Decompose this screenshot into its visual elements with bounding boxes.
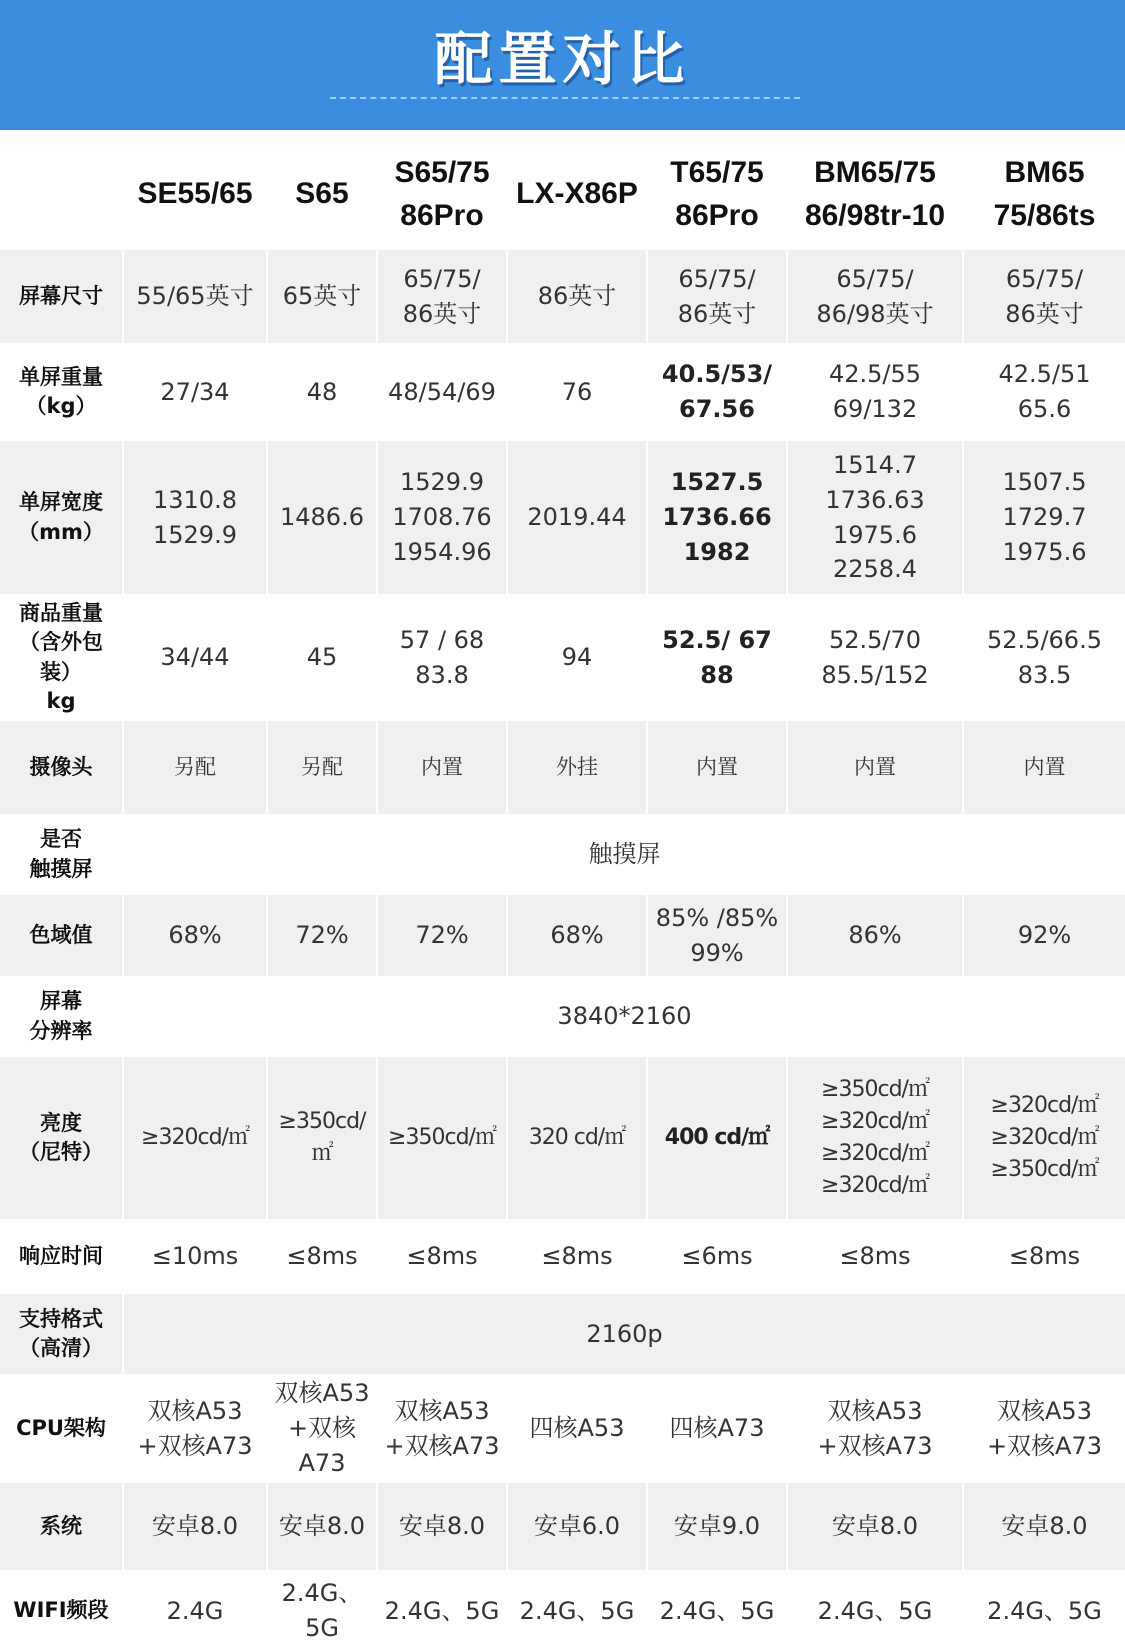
column-header: SE55/65 bbox=[123, 138, 267, 250]
value-cell: 双核A53 +双核A73 bbox=[377, 1374, 507, 1482]
value-cell: 76 bbox=[507, 343, 647, 441]
value-cell: 72% bbox=[267, 895, 377, 976]
value-cell: 320 cd/㎡ bbox=[507, 1057, 647, 1219]
value-cell: 2.4G、5G bbox=[963, 1570, 1125, 1652]
value-cell: ≤8ms bbox=[787, 1219, 963, 1294]
table-row bbox=[0, 976, 1125, 1057]
value-cell: 内置 bbox=[963, 721, 1125, 814]
value-cell: 2.4G、5G bbox=[507, 1570, 647, 1652]
table-row bbox=[0, 1057, 1125, 1219]
row-label: 商品重量 （含外包装） kg bbox=[0, 594, 123, 721]
value-cell: ≥350cd/㎡ bbox=[377, 1057, 507, 1219]
value-cell: 1486.6 bbox=[267, 441, 377, 595]
row-label: 屏幕尺寸 bbox=[0, 250, 123, 343]
value-cell: 安卓8.0 bbox=[787, 1483, 963, 1570]
value-cell: 四核A73 bbox=[647, 1374, 787, 1482]
value-cell: 42.5/51 65.6 bbox=[963, 343, 1125, 441]
table-row bbox=[0, 441, 1125, 595]
row-label: WIFI频段 bbox=[0, 1570, 123, 1652]
row-label: 屏幕 分辨率 bbox=[0, 976, 123, 1057]
column-header: S65/75 86Pro bbox=[377, 138, 507, 250]
value-cell: 85% /85% 99% bbox=[647, 895, 787, 976]
row-label: 响应时间 bbox=[0, 1219, 123, 1294]
value-cell: 安卓6.0 bbox=[507, 1483, 647, 1570]
table-row bbox=[0, 1483, 1125, 1570]
row-label: 色域值 bbox=[0, 895, 123, 976]
table-row bbox=[0, 1294, 1125, 1375]
value-cell: 2019.44 bbox=[507, 441, 647, 595]
value-cell: 安卓8.0 bbox=[963, 1483, 1125, 1570]
value-cell: 92% bbox=[963, 895, 1125, 976]
value-cell: ≥320cd/㎡ ≥320cd/㎡ ≥350cd/㎡ bbox=[963, 1057, 1125, 1219]
value-cell: ≥350cd/㎡ bbox=[267, 1057, 377, 1219]
value-cell: 2.4G、5G bbox=[787, 1570, 963, 1652]
row-label: 亮度 （尼特） bbox=[0, 1057, 123, 1219]
value-cell: 57 / 68 83.8 bbox=[377, 594, 507, 721]
table-body bbox=[0, 250, 1125, 1652]
header-row bbox=[0, 138, 1125, 250]
spanning-value-cell: 触摸屏 bbox=[123, 814, 1125, 895]
row-label: 单屏宽度 （mm） bbox=[0, 441, 123, 595]
value-cell: 48/54/69 bbox=[377, 343, 507, 441]
value-cell: 68% bbox=[507, 895, 647, 976]
value-cell: 2.4G、5G bbox=[647, 1570, 787, 1652]
value-cell: 48 bbox=[267, 343, 377, 441]
table-row bbox=[0, 1570, 1125, 1652]
value-cell: 27/34 bbox=[123, 343, 267, 441]
value-cell: 另配 bbox=[123, 721, 267, 814]
table-row bbox=[0, 895, 1125, 976]
value-cell: 42.5/55 69/132 bbox=[787, 343, 963, 441]
value-cell: 86% bbox=[787, 895, 963, 976]
value-cell: 内置 bbox=[377, 721, 507, 814]
value-cell: 65英寸 bbox=[267, 250, 377, 343]
table-row bbox=[0, 250, 1125, 343]
value-cell: ≤8ms bbox=[507, 1219, 647, 1294]
value-cell: 52.5/70 85.5/152 bbox=[787, 594, 963, 721]
value-cell: 1527.5 1736.66 1982 bbox=[647, 441, 787, 595]
spanning-value-cell: 2160p bbox=[123, 1294, 1125, 1375]
value-cell: 双核A53 +双核A73 bbox=[787, 1374, 963, 1482]
value-cell: ≥350cd/㎡ ≥320cd/㎡ ≥320cd/㎡ ≥320cd/㎡ bbox=[787, 1057, 963, 1219]
table-row bbox=[0, 814, 1125, 895]
column-header: BM65 75/86ts bbox=[963, 138, 1125, 250]
value-cell: 65/75/ 86英寸 bbox=[377, 250, 507, 343]
value-cell: ≤8ms bbox=[963, 1219, 1125, 1294]
row-label: 摄像头 bbox=[0, 721, 123, 814]
value-cell: ≥320cd/㎡ bbox=[123, 1057, 267, 1219]
table-row bbox=[0, 1374, 1125, 1482]
row-label: 单屏重量 （kg） bbox=[0, 343, 123, 441]
value-cell: 安卓8.0 bbox=[123, 1483, 267, 1570]
value-cell: 40.5/53/ 67.56 bbox=[647, 343, 787, 441]
value-cell: 400 cd/㎡ bbox=[647, 1057, 787, 1219]
value-cell: 安卓8.0 bbox=[377, 1483, 507, 1570]
value-cell: 86英寸 bbox=[507, 250, 647, 343]
table-row bbox=[0, 721, 1125, 814]
value-cell: 另配 bbox=[267, 721, 377, 814]
value-cell: 2.4G、5G bbox=[377, 1570, 507, 1652]
value-cell: 52.5/66.5 83.5 bbox=[963, 594, 1125, 721]
value-cell: 72% bbox=[377, 895, 507, 976]
value-cell: 1514.7 1736.63 1975.6 2258.4 bbox=[787, 441, 963, 595]
value-cell: ≤10ms bbox=[123, 1219, 267, 1294]
column-header: T65/75 86Pro bbox=[647, 138, 787, 250]
row-label: CPU架构 bbox=[0, 1374, 123, 1482]
column-header: BM65/75 86/98tr-10 bbox=[787, 138, 963, 250]
spanning-value-cell: 3840*2160 bbox=[123, 976, 1125, 1057]
value-cell: 45 bbox=[267, 594, 377, 721]
table-row bbox=[0, 343, 1125, 441]
value-cell: 内置 bbox=[787, 721, 963, 814]
value-cell: 安卓9.0 bbox=[647, 1483, 787, 1570]
page-title: 配置对比 bbox=[434, 25, 691, 93]
value-cell: 安卓8.0 bbox=[267, 1483, 377, 1570]
header-corner bbox=[0, 138, 123, 250]
title-banner bbox=[0, 0, 1125, 130]
value-cell: 68% bbox=[123, 895, 267, 976]
value-cell: 65/75/ 86/98英寸 bbox=[787, 250, 963, 343]
value-cell: 双核A53 +双核A73 bbox=[963, 1374, 1125, 1482]
value-cell: 1507.5 1729.7 1975.6 bbox=[963, 441, 1125, 595]
value-cell: 内置 bbox=[647, 721, 787, 814]
value-cell: 34/44 bbox=[123, 594, 267, 721]
value-cell: 1529.9 1708.76 1954.96 bbox=[377, 441, 507, 595]
spec-comparison-table bbox=[0, 138, 1125, 1652]
value-cell: 外挂 bbox=[507, 721, 647, 814]
value-cell: 2.4G bbox=[123, 1570, 267, 1652]
table-row bbox=[0, 594, 1125, 721]
row-label: 是否 触摸屏 bbox=[0, 814, 123, 895]
value-cell: ≤6ms bbox=[647, 1219, 787, 1294]
value-cell: 55/65英寸 bbox=[123, 250, 267, 343]
value-cell: 94 bbox=[507, 594, 647, 721]
value-cell: 65/75/ 86英寸 bbox=[647, 250, 787, 343]
value-cell: ≤8ms bbox=[267, 1219, 377, 1294]
value-cell: 2.4G、5G bbox=[267, 1570, 377, 1652]
column-header: LX-X86P bbox=[507, 138, 647, 250]
value-cell: 双核A53 +双核A73 bbox=[267, 1374, 377, 1482]
row-label: 支持格式 （高清） bbox=[0, 1294, 123, 1375]
value-cell: 1310.8 1529.9 bbox=[123, 441, 267, 595]
table-row bbox=[0, 1219, 1125, 1294]
value-cell: 52.5/ 67 88 bbox=[647, 594, 787, 721]
value-cell: 65/75/ 86英寸 bbox=[963, 250, 1125, 343]
value-cell: 四核A53 bbox=[507, 1374, 647, 1482]
value-cell: 双核A53 +双核A73 bbox=[123, 1374, 267, 1482]
column-header: S65 bbox=[267, 138, 377, 250]
title-divider bbox=[330, 97, 800, 99]
row-label: 系统 bbox=[0, 1483, 123, 1570]
value-cell: ≤8ms bbox=[377, 1219, 507, 1294]
